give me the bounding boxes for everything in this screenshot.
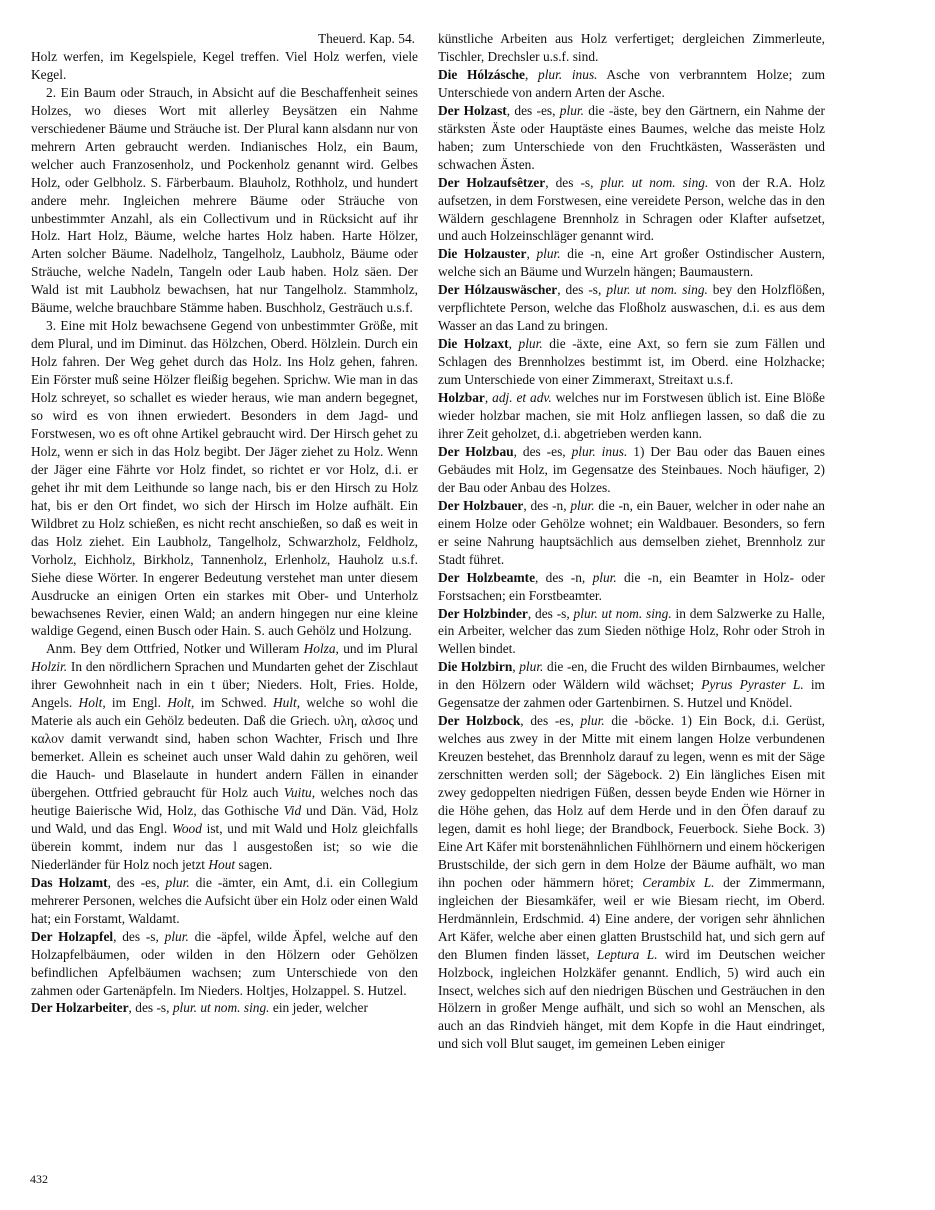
right-column-paragraph: Die Hólzásche, plur. inus. Asche von verbranntem Holze; zum Unterschiede von andern Arten der Asche. bbox=[438, 66, 825, 100]
right-column-paragraph: Die Holzauster, plur. die -n, eine Art großer Ostindischer Austern, welche sich an Bäume und Wurzeln hängen; Baumaustern. bbox=[438, 246, 825, 280]
left-column bbox=[31, 30, 418, 1017]
right-column-paragraph: Der Holzbock, des -es, plur. die -böcke. 1) Ein Bock, d.i. Gerüst, welches aus zwey in der Mitte mit einem langen Holze verbundenen Kreuzen bestehet, das Brennholz darauf zu legen, wenn es mit der Säge zerschnitten werden soll; der Sägebock. 2) Ein längliches Eisen mit zwey gedoppelten niedrigen Füßen, dessen beyde Enden wie Hörner in die Höhe gehen, das Holz auf dem Herde und in den Öfen darauf zu legen, damit es hohl liege; der Brandbock, Feuerbock. Siehe Bock. 3) Eine Art Käfer mit borstenähnlichen Fühlhörnern und einem höckerigen Brustschilde, der sich gern in dem Holze der Bäume aufhält, wo man ihn pochen oder hämmern höret; Cerambix L. der Zimmermann, ingleichen der Biesamkäfer, weil er wie Biesam riecht, im Oberd. Herdmännlein, Erdschmid. 4) Eine andere, der vorigen sehr ähnlichen Art Käfer, welche aber einen glatten Brustschild hat, und sich gern auf den Blumen finden lässet, Leptura L. wird im Deutschen weicher Holzbock, ingleichen Holzkäfer genannt. Endlich, 5) wird auch ein Insect, welches sich auf den niedrigen Büschen und Gesträuchen in den Hölzern in großer Menge aufhält, und sich so wohl an Menschen, als auch an das Rindvieh hänget, mit dem Kopfe in die Haut eindringet, und sich voll Blut sauget, im gemeinen Leben einiger bbox=[438, 713, 826, 1052]
right-column-paragraph: Der Holzaufsêtzer, des -s, plur. ut nom. sing. von der R.A. Holz aufsetzen, in dem Forstwesen, eine vereidete Person, welche das in den Wäldern geschlagene Brennholz in Schragen oder Klafter aufsetzet, und auch Holzeinschläger genannt wird. bbox=[438, 174, 825, 244]
right-column-paragraph: Der Holzbeamte, des -n, plur. die -n, ein Beamter in Holz- oder Forstsachen; ein Forstbeamter. bbox=[438, 569, 825, 603]
right-column-paragraph: Der Holzast, des -es, plur. die -äste, bey den Gärtnern, ein Nahme der stärksten Äste oder Hauptäste eines Baumes, welche das meiste Holz haben; zum Unterschiede von den Fruchtkästen, Wasserästen und schwachen Ästen. bbox=[438, 102, 825, 172]
right-column bbox=[438, 30, 825, 1053]
right-column-paragraph: Die Holzbirn, plur. die -en, die Frucht des wilden Birnbaumes, welcher in den Hölzern oder Wäldern wild wächset; Pyrus Pyraster L. im Gegensatze der zahmen oder Gartenbirnen. S. Hutzel und Knödel. bbox=[438, 659, 826, 711]
right-column-paragraph: Der Hólzauswäscher, des -s, plur. ut nom. sing. bey den Holzflößen, verpflichtete Person, welche das Floßholz auswaschen, d.i. es aus dem Wasser an das Land zu bringen. bbox=[438, 282, 825, 334]
left-column-paragraph: Der Holzapfel, des -s, plur. die -äpfel, wilde Äpfel, welche auf den Holzapfelbäumen, oder wilden in den Hölzern oder Gehölzen befindlichen Apfelbäumen wachsen; zum Unterschiede von den zahmen oder Gartenäpfeln. Im Nieders. Holtjes, Holzappel. S. Hutzel. bbox=[31, 928, 419, 998]
left-column-paragraph: 3. Eine mit Holz bewachsene Gegend von unbestimmter Größe, mit dem Plural, und im Diminut. das Hölzchen, Oberd. Hölzlein. Durch ein Holz fahren. Der Weg gehet durch das Holz. Ins Holz gehen, fahren. Ein Förster muß seine Hölzer fleißig begehen. Sprichw. Wie man in das Holz schreyet, so schallet es wieder heraus, wie man andern begegnet, so wird es von ihnen erwiedert. Besonders in dem Jagd- und Forstwesen, wo es oft ohne Artikel gebraucht wird. Der Hirsch gehet zu Holz, wenn er sich in das Holz begibt. Der Jäger ziehet zu Holz. Wenn der Jäger eine Fährte vor Holz findet, so richtet er vor Holz, d.i. er gehet ihr mit dem Leithunde so lange nach, bis er den Hirsch zu Holz hat, bis er den Ort findet, wo sich der Hirsch im Holze aufhält. Ein Wildbret zu Holz schießen, es nicht recht anschießen, so daß es weit in das Holz ziehet. Ein Laubholz, Tangelholz, Schwarzholz, Feldholz, Vorholz, Eichholz, Birkholz, Tannenholz, Erlenholz, Hauholz u.s.f. Siehe diese Wörter. In engerer Bedeutung verstehet man unter diesem Ausdrucke an einigen Orten ein starkes mit Ober- und Unterholz bewachsenes Revier, einen Wald; an andern hingegen nur eine kleine waldige Gegend, einen Busch oder Hain. S. auch Gehölz und Holzung. bbox=[31, 318, 418, 639]
running-head: Theuerd. Kap. 54. bbox=[317, 31, 415, 46]
page-number: 432 bbox=[30, 1172, 48, 1186]
left-column-paragraph: Anm. Bey dem Ottfried, Notker und Willeram Holza, und im Plural Holzir. In den nördlichern Sprachen und Mundarten gehet der Zischlaut ihrer Gewohnheit nach in ein t über; Nieders. Holt, Fries. Holde, Angels. Holt, im Engl. Holt, im Schwed. Hult, welche so wohl die Materie als auch ein Gehölz bedeuten. Daß die Griech. υλη, αλσος und καλον damit verwandt sind, haben schon Wachter, Frisch und Ihre bemerket. Allein es scheinet auch unser Wald dahin zu gehören, weil die Hauch- und Blaselaute in hundert andern Fällen in einander übergehen. Ottfried gebraucht für Holz auch Vuitu, welches noch das heutige Baierische Wid, Holz, das Gothische Vid und Dän. Väd, Holz und Wald, und das Engl. Wood ist, und mit Wald und Holz gleichfalls überein kommt, indem nur das l ausgestoßen ist; so wie die Niederländer für Holz noch jetzt Hout sagen. bbox=[31, 641, 419, 872]
right-column-paragraph: Der Holzbau, des -es, plur. inus. 1) Der Bau oder das Bauen eines Gebäudes mit Holz, im Gegensatze des Steinbaues. Noch häufiger, 2) der Bau oder Anbau des Holzes. bbox=[438, 443, 826, 495]
left-column-paragraph: Der Holzarbeiter, des -s, plur. ut nom. sing. ein jeder, welcher bbox=[31, 1000, 368, 1016]
right-column-paragraph: Holzbar, adj. et adv. welches nur im Forstwesen üblich ist. Eine Blöße wieder holzbar machen, sie mit Holz anfliegen lassen, so daß die zu ihrer Zeit geholzet, d.i. abgetrieben werden kann. bbox=[438, 390, 825, 441]
right-column-paragraph: künstliche Arbeiten aus Holz verfertiget; dergleichen Zimmerleute, Tischler, Drechsler u.s.f. sind. bbox=[438, 31, 825, 64]
right-column-body bbox=[438, 30, 825, 1053]
right-column-paragraph: Der Holzbauer, des -n, plur. die -n, ein Bauer, welcher in oder nahe an einem Holze oder Gehölze wohnet; ein Waldbauer. Besonders, so fern er seine Nahrung hauptsächlich aus demselben ziehet, Brennholz zur Stadt führet. bbox=[438, 497, 825, 567]
left-column-body bbox=[31, 48, 418, 1017]
left-column-paragraph: Holz werfen, im Kegelspiele, Kegel treffen. Viel Holz werfen, viele Kegel. bbox=[31, 48, 418, 82]
left-column-paragraph: Das Holzamt, des -es, plur. die -ämter, ein Amt, d.i. ein Collegium mehrerer Personen, welches die Aufsicht über ein Holz oder einen Wald hat; ein Forstamt, Waldamt. bbox=[31, 874, 419, 926]
right-column-paragraph: Der Holzbinder, des -s, plur. ut nom. sing. in dem Salzwerke zu Halle, ein Arbeiter, welcher das zum Sieden nöthige Holz, Rohr oder Stroh in Wellen bindet. bbox=[438, 605, 825, 657]
left-column-paragraph: 2. Ein Baum oder Strauch, in Absicht auf die Beschaffenheit seines Holzes, wo dieses Wort mit allerley Beysätzen ein Nahme verschiedener Bäume und Sträuche ist. Der Plural kann alsdann nur von mehrern Arten gebraucht werden. Indianisches Holz, ein Baum, welcher auch Franzosenholz, und Pockenholz genannt wird. Gelbes Holz, oder Gelbholz. S. Färberbaum. Blauholz, Rothholz, und hundert andere mehr. Ingleichen mehrere Bäume oder Sträuche von unbestimmter Anzahl, als ein Collectivum und in Rücksicht auf ihr Holz. Hart Holz, Bäume, welche hartes Holz haben. Harte Hölzer, Arten solcher Bäume. Nadelholz, Tangelholz, Laubholz, Bäume oder Sträuche, welche Nadeln, Tangeln oder Laub haben. Holz säen. Der Wald ist mit Laubholz bewachsen, hat nur Tangelholz. Stammholz, Bäume, welche brauchbare Stämme haben. Buschholz, Gesträuch u.s.f. bbox=[31, 84, 418, 316]
right-column-paragraph: Die Holzaxt, plur. die -äxte, eine Axt, so fern sie zum Fällen und Schlagen des Brennholzes bestimmt ist, im Oberd. eine Holzhacke; zum Unterschiede von einer Zimmeraxt, Streitaxt u.s.f. bbox=[438, 336, 825, 388]
